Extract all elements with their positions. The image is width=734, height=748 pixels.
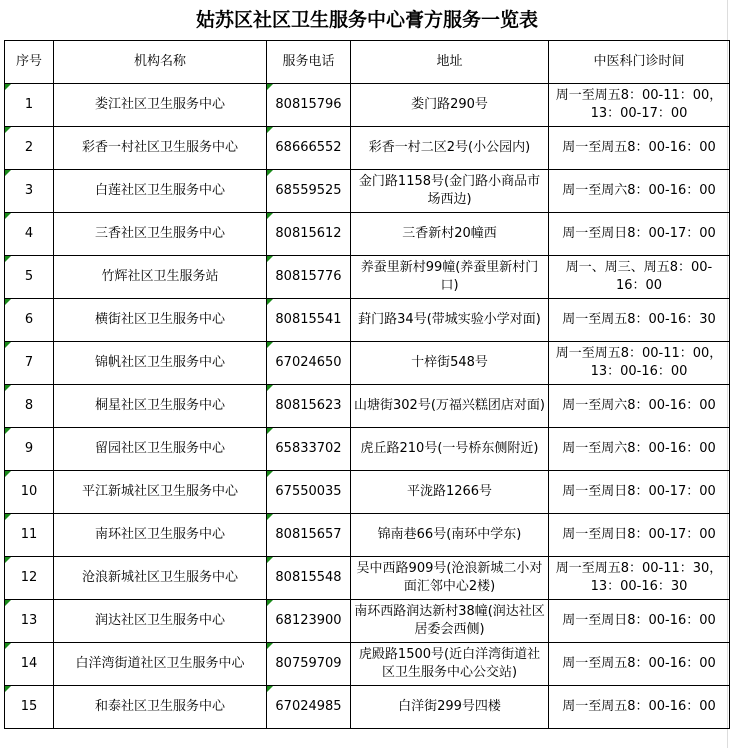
cell-index[interactable] xyxy=(5,557,54,600)
cell-hours[interactable] xyxy=(549,557,730,600)
error-indicator-icon xyxy=(5,385,11,391)
cell-name-text: 润达社区卫生服务中心 xyxy=(94,613,225,628)
cell-address-text: 养蚕里新村99幢(养蚕里新村门口) xyxy=(360,260,539,293)
cell-hours-text: 周一至周六8：00-16：00 xyxy=(562,398,716,413)
cell-name-text: 娄江社区卫生服务中心 xyxy=(94,97,225,112)
error-indicator-icon xyxy=(267,557,273,563)
cell-name-text: 桐星社区卫生服务中心 xyxy=(94,398,225,413)
cell-index[interactable] xyxy=(5,342,54,385)
cell-index[interactable] xyxy=(5,385,54,428)
cell-index-text: 6 xyxy=(24,312,34,327)
header-row xyxy=(5,41,730,84)
header-address[interactable]: 地址 xyxy=(351,41,549,84)
error-indicator-icon xyxy=(267,686,273,692)
error-indicator-icon xyxy=(267,643,273,649)
cell-address[interactable] xyxy=(351,686,549,729)
cell-hours-text: 周一至周五8：00-16：00 xyxy=(562,140,716,155)
cell-index-text: 13 xyxy=(20,613,38,628)
cell-address-text: 三香新村20幢西 xyxy=(402,226,497,241)
cell-name[interactable] xyxy=(54,256,267,299)
cell-hours-text: 周一至周五8：00-16：30 xyxy=(562,312,716,327)
header-phone[interactable]: 服务电话 xyxy=(267,41,351,84)
cell-index-text: 12 xyxy=(20,570,38,585)
error-indicator-icon xyxy=(267,342,273,348)
cell-hours[interactable] xyxy=(549,84,730,127)
cell-address[interactable] xyxy=(351,428,549,471)
cell-index[interactable] xyxy=(5,170,54,213)
cell-hours[interactable] xyxy=(549,514,730,557)
cell-hours[interactable] xyxy=(549,342,730,385)
cell-hours[interactable] xyxy=(549,127,730,170)
error-indicator-icon xyxy=(5,84,11,90)
cell-name[interactable] xyxy=(54,514,267,557)
cell-hours[interactable] xyxy=(549,428,730,471)
cell-address[interactable] xyxy=(351,514,549,557)
cell-hours[interactable] xyxy=(549,643,730,686)
cell-address-text: 虎殿路1500号(近白洋湾街道社区卫生服务中心公交站) xyxy=(358,647,541,680)
error-indicator-icon xyxy=(5,428,11,434)
cell-name-text: 平江新城社区卫生服务中心 xyxy=(81,484,238,499)
cell-phone[interactable] xyxy=(267,600,351,643)
table-row xyxy=(5,385,730,428)
cell-name-text: 锦帆社区卫生服务中心 xyxy=(94,355,225,370)
page-title: 姑苏区社区卫生服务中心膏方服务一览表 xyxy=(195,9,538,31)
cell-name-text: 白洋湾街道社区卫生服务中心 xyxy=(75,656,245,671)
cell-index[interactable] xyxy=(5,428,54,471)
table-row xyxy=(5,213,730,256)
cell-index[interactable] xyxy=(5,84,54,127)
cell-address-text: 山塘街302号(万福兴糕团店对面) xyxy=(354,398,545,413)
cell-address-text: 金门路1158号(金门路小商品市场西边) xyxy=(358,174,541,207)
cell-address[interactable] xyxy=(351,170,549,213)
cell-hours-text: 周一至周五8：00-11：00，13：00-16：00 xyxy=(555,346,723,379)
cell-index[interactable] xyxy=(5,127,54,170)
header-hours[interactable]: 中医科门诊时间 xyxy=(549,41,730,84)
cell-phone-text: 65833702 xyxy=(275,441,342,456)
cell-address[interactable] xyxy=(351,84,549,127)
error-indicator-icon xyxy=(5,342,11,348)
cell-address[interactable] xyxy=(351,256,549,299)
cell-address[interactable] xyxy=(351,342,549,385)
table-row xyxy=(5,127,730,170)
cell-index[interactable] xyxy=(5,514,54,557)
table-row xyxy=(5,428,730,471)
cell-address[interactable] xyxy=(351,557,549,600)
cell-hours-text: 周一至周日8：00-17：00 xyxy=(562,226,716,241)
cell-index[interactable] xyxy=(5,256,54,299)
table-row xyxy=(5,643,730,686)
cell-index-text: 2 xyxy=(24,140,34,155)
cell-name[interactable] xyxy=(54,600,267,643)
table-row xyxy=(5,514,730,557)
error-indicator-icon xyxy=(267,385,273,391)
cell-name-text: 留园社区卫生服务中心 xyxy=(94,441,225,456)
cell-index-text: 5 xyxy=(24,269,34,284)
cell-phone-text: 80815776 xyxy=(275,269,342,284)
cell-index-text: 3 xyxy=(24,183,34,198)
cell-address[interactable] xyxy=(351,600,549,643)
cell-name[interactable] xyxy=(54,213,267,256)
error-indicator-icon xyxy=(267,127,273,133)
cell-name-text: 和泰社区卫生服务中心 xyxy=(94,699,225,714)
error-indicator-icon xyxy=(5,299,11,305)
cell-index-text: 11 xyxy=(20,527,38,542)
error-indicator-icon xyxy=(267,299,273,305)
cell-name-text: 竹辉社区卫生服务站 xyxy=(101,269,219,284)
cell-name[interactable] xyxy=(54,643,267,686)
error-indicator-icon xyxy=(5,256,11,262)
cell-hours[interactable] xyxy=(549,600,730,643)
cell-name[interactable] xyxy=(54,686,267,729)
cell-index[interactable] xyxy=(5,471,54,514)
cell-address-text: 平泷路1266号 xyxy=(406,484,493,499)
cell-name[interactable] xyxy=(54,342,267,385)
cell-phone-text: 80815612 xyxy=(275,226,342,241)
cell-phone[interactable] xyxy=(267,299,351,342)
cell-hours[interactable] xyxy=(549,385,730,428)
cell-index-text: 9 xyxy=(24,441,34,456)
cell-address-text: 锦南巷66号(南环中学东) xyxy=(377,527,522,542)
cell-name-text: 横街社区卫生服务中心 xyxy=(94,312,225,327)
table-row xyxy=(5,84,730,127)
cell-phone[interactable] xyxy=(267,643,351,686)
error-indicator-icon xyxy=(267,256,273,262)
error-indicator-icon xyxy=(267,600,273,606)
header-index[interactable]: 序号 xyxy=(5,41,54,84)
cell-address-text: 彩香一村二区2号(小公园内) xyxy=(368,140,531,155)
error-indicator-icon xyxy=(5,643,11,649)
error-indicator-icon xyxy=(5,127,11,133)
table-row xyxy=(5,256,730,299)
cell-index-text: 4 xyxy=(24,226,34,241)
cell-hours[interactable] xyxy=(549,256,730,299)
cell-phone[interactable] xyxy=(267,256,351,299)
error-indicator-icon xyxy=(5,213,11,219)
cell-name[interactable] xyxy=(54,557,267,600)
cell-phone-text: 80815623 xyxy=(275,398,342,413)
cell-name-text: 南环社区卫生服务中心 xyxy=(94,527,225,542)
cell-address[interactable] xyxy=(351,643,549,686)
cell-hours-text: 周一至周五8：00-16：00 xyxy=(562,699,716,714)
error-indicator-icon xyxy=(267,84,273,90)
cell-index-text: 15 xyxy=(20,699,38,714)
cell-hours[interactable] xyxy=(549,471,730,514)
cell-name-text: 白莲社区卫生服务中心 xyxy=(94,183,225,198)
cell-index[interactable] xyxy=(5,686,54,729)
cell-index[interactable] xyxy=(5,600,54,643)
error-indicator-icon xyxy=(267,514,273,520)
cell-index-text: 14 xyxy=(20,656,38,671)
cell-phone-text: 68666552 xyxy=(275,140,342,155)
error-indicator-icon xyxy=(267,428,273,434)
cell-index-text: 7 xyxy=(24,355,34,370)
error-indicator-icon xyxy=(5,686,11,692)
cell-phone[interactable] xyxy=(267,471,351,514)
cell-address-text: 葑门路34号(带城实验小学对面) xyxy=(358,312,541,327)
cell-phone-text: 67024650 xyxy=(275,355,342,370)
cell-name[interactable] xyxy=(54,299,267,342)
error-indicator-icon xyxy=(5,471,11,477)
table-row xyxy=(5,342,730,385)
cell-phone[interactable] xyxy=(267,342,351,385)
cell-name[interactable] xyxy=(54,428,267,471)
cell-phone-text: 67550035 xyxy=(275,484,342,499)
cell-hours-text: 周一至周五8：00-11：30，13：00-16：30 xyxy=(555,561,723,594)
cell-name[interactable] xyxy=(54,385,267,428)
cell-hours-text: 周一至周五8：00-16：00 xyxy=(562,656,716,671)
cell-name[interactable] xyxy=(54,471,267,514)
error-indicator-icon xyxy=(5,514,11,520)
cell-index-text: 1 xyxy=(24,97,34,112)
cell-index-text: 10 xyxy=(20,484,38,499)
table-row xyxy=(5,686,730,729)
cell-index[interactable] xyxy=(5,213,54,256)
cell-phone[interactable] xyxy=(267,84,351,127)
table-row xyxy=(5,600,730,643)
table-row xyxy=(5,471,730,514)
cell-index[interactable] xyxy=(5,299,54,342)
cell-hours[interactable] xyxy=(549,299,730,342)
cell-hours-text: 周一至周日8：00-16：00 xyxy=(562,613,716,628)
cell-address-text: 十梓街548号 xyxy=(411,355,488,370)
cell-address[interactable] xyxy=(351,471,549,514)
header-name[interactable]: 机构名称 xyxy=(54,41,267,84)
cell-name[interactable] xyxy=(54,170,267,213)
cell-address-text: 吴中西路909号(沧浪新城二小对面汇邻中心2楼) xyxy=(356,561,543,594)
table-row xyxy=(5,557,730,600)
cell-hours-text: 周一至周六8：00-16：00 xyxy=(562,183,716,198)
cell-address[interactable] xyxy=(351,127,549,170)
cell-name[interactable] xyxy=(54,127,267,170)
error-indicator-icon xyxy=(267,213,273,219)
error-indicator-icon xyxy=(5,600,11,606)
cell-phone-text: 80759709 xyxy=(275,656,342,671)
cell-phone-text: 68559525 xyxy=(275,183,342,198)
cell-hours[interactable] xyxy=(549,170,730,213)
cell-address-text: 娄门路290号 xyxy=(411,97,488,112)
table-row xyxy=(5,299,730,342)
cell-address[interactable] xyxy=(351,213,549,256)
cell-phone[interactable] xyxy=(267,514,351,557)
service-table xyxy=(4,40,730,729)
table-row xyxy=(5,170,730,213)
cell-phone-text: 67024985 xyxy=(275,699,342,714)
cell-hours-text: 周一至周日8：00-17：00 xyxy=(562,484,716,499)
cell-name-text: 三香社区卫生服务中心 xyxy=(94,226,225,241)
cell-phone[interactable] xyxy=(267,686,351,729)
error-indicator-icon xyxy=(5,557,11,563)
cell-phone[interactable] xyxy=(267,127,351,170)
cell-phone-text: 80815548 xyxy=(275,570,342,585)
cell-name[interactable] xyxy=(54,84,267,127)
cell-phone-text: 80815541 xyxy=(275,312,342,327)
cell-hours[interactable] xyxy=(549,213,730,256)
cell-phone[interactable] xyxy=(267,170,351,213)
cell-name-text: 彩香一村社区卫生服务中心 xyxy=(81,140,238,155)
cell-address[interactable] xyxy=(351,299,549,342)
cell-hours[interactable] xyxy=(549,686,730,729)
error-indicator-icon xyxy=(5,170,11,176)
cell-address[interactable] xyxy=(351,385,549,428)
cell-phone-text: 68123900 xyxy=(275,613,342,628)
cell-address-text: 白洋街299号四楼 xyxy=(398,699,501,714)
cell-index-text: 8 xyxy=(24,398,34,413)
cell-address-text: 虎丘路210号(一号桥东侧附近) xyxy=(360,441,539,456)
cell-hours-text: 周一、周三、周五8：00-16：00 xyxy=(565,260,713,293)
cell-hours-text: 周一至周五8：00-11：00，13：00-17：00 xyxy=(555,88,723,121)
cell-phone[interactable] xyxy=(267,213,351,256)
cell-index[interactable] xyxy=(5,643,54,686)
cell-phone[interactable] xyxy=(267,428,351,471)
cell-phone[interactable] xyxy=(267,557,351,600)
cell-name-text: 沧浪新城社区卫生服务中心 xyxy=(81,570,238,585)
cell-hours-text: 周一至周日8：00-17：00 xyxy=(562,527,716,542)
cell-address-text: 南环西路润达新村38幢(润达社区居委会西侧) xyxy=(354,604,545,637)
error-indicator-icon xyxy=(267,170,273,176)
cell-phone[interactable] xyxy=(267,385,351,428)
error-indicator-icon xyxy=(267,471,273,477)
cell-phone-text: 80815796 xyxy=(275,97,342,112)
cell-phone-text: 80815657 xyxy=(275,527,342,542)
cell-hours-text: 周一至周六8：00-16：00 xyxy=(562,441,716,456)
